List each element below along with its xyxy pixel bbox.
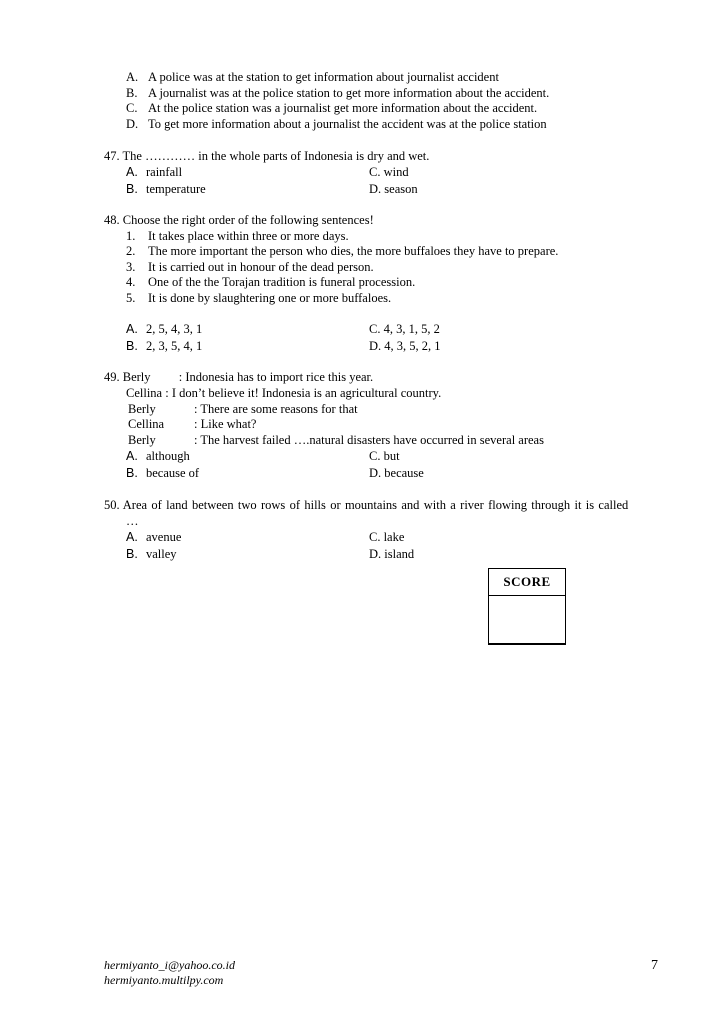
q47-option-d: D. season: [369, 182, 418, 196]
q49-dialogue-line-5: Berly : The harvest failed ….natural disasters have occurred in several areas: [128, 433, 544, 447]
q49-option-c: C. but: [369, 449, 400, 463]
q49-dialogue-line-2: Cellina : I don’t believe it! Indonesia is an agricultural country.: [126, 386, 442, 400]
q48-sentence-1: 1. It takes place within three or more days.: [126, 229, 349, 243]
q46-option-c: C. At the police station was a journalist get more information about the accident.: [126, 101, 538, 115]
q47-question: 47. The ………… in the whole parts of Indonesia is dry and wet.: [104, 149, 430, 163]
q49-dialogue-line-4: Cellina : Like what?: [128, 417, 257, 431]
q50-continuation: …: [126, 514, 139, 528]
footer-website: hermiyanto.multilpy.com: [104, 973, 224, 987]
q50-option-b: B. valley: [126, 547, 177, 561]
footer-email: hermiyanto_i@yahoo.co.id: [104, 958, 236, 972]
q46-option-a: A. A police was at the station to get information about journalist accident: [126, 70, 499, 84]
q50-question: 50. Area of land between two rows of hills or mountains and with a river flowing through it is called: [104, 498, 629, 512]
q47-option-b: B. temperature: [126, 182, 206, 196]
q48-option-d: D. 4, 3, 5, 2, 1: [369, 339, 441, 353]
q48-sentence-3: 3. It is carried out in honour of the dead person.: [126, 260, 374, 274]
score-label: SCORE: [489, 569, 565, 596]
q48-option-c: C. 4, 3, 1, 5, 2: [369, 322, 440, 336]
q49-dialogue-line-1: 49. Berly : Indonesia has to import rice this year.: [104, 370, 374, 384]
q50-option-d: D. island: [369, 547, 415, 561]
q48-question: 48. Choose the right order of the following sentences!: [104, 213, 374, 227]
q49-option-a: A. although: [126, 449, 190, 463]
q49-option-b: B. because of: [126, 466, 200, 480]
q48-option-b: B. 2, 3, 5, 4, 1: [126, 339, 203, 353]
q46-option-b: B. A journalist was at the police station to get more information about the accident.: [126, 86, 550, 100]
q50-option-c: C. lake: [369, 530, 405, 544]
q49-dialogue-line-3: Berly : There are some reasons for that: [128, 402, 358, 416]
q47-option-c: C. wind: [369, 165, 409, 179]
q50-option-a: A. avenue: [126, 530, 182, 544]
q46-option-d: D. To get more information about a journalist the accident was at the police station: [126, 117, 547, 131]
q48-sentence-4: 4. One of the the Torajan tradition is funeral procession.: [126, 275, 416, 289]
score-box: [488, 568, 566, 645]
q47-option-a: A. rainfall: [126, 165, 183, 179]
q49-option-d: D. because: [369, 466, 424, 480]
q48-sentence-5: 5. It is done by slaughtering one or more buffaloes.: [126, 291, 392, 305]
q48-option-a: A. 2, 5, 4, 3, 1: [126, 322, 203, 336]
q48-sentence-2: 2. The more important the person who dies, the more buffaloes they have to prepare.: [126, 244, 559, 258]
page-number: 7: [651, 958, 658, 973]
